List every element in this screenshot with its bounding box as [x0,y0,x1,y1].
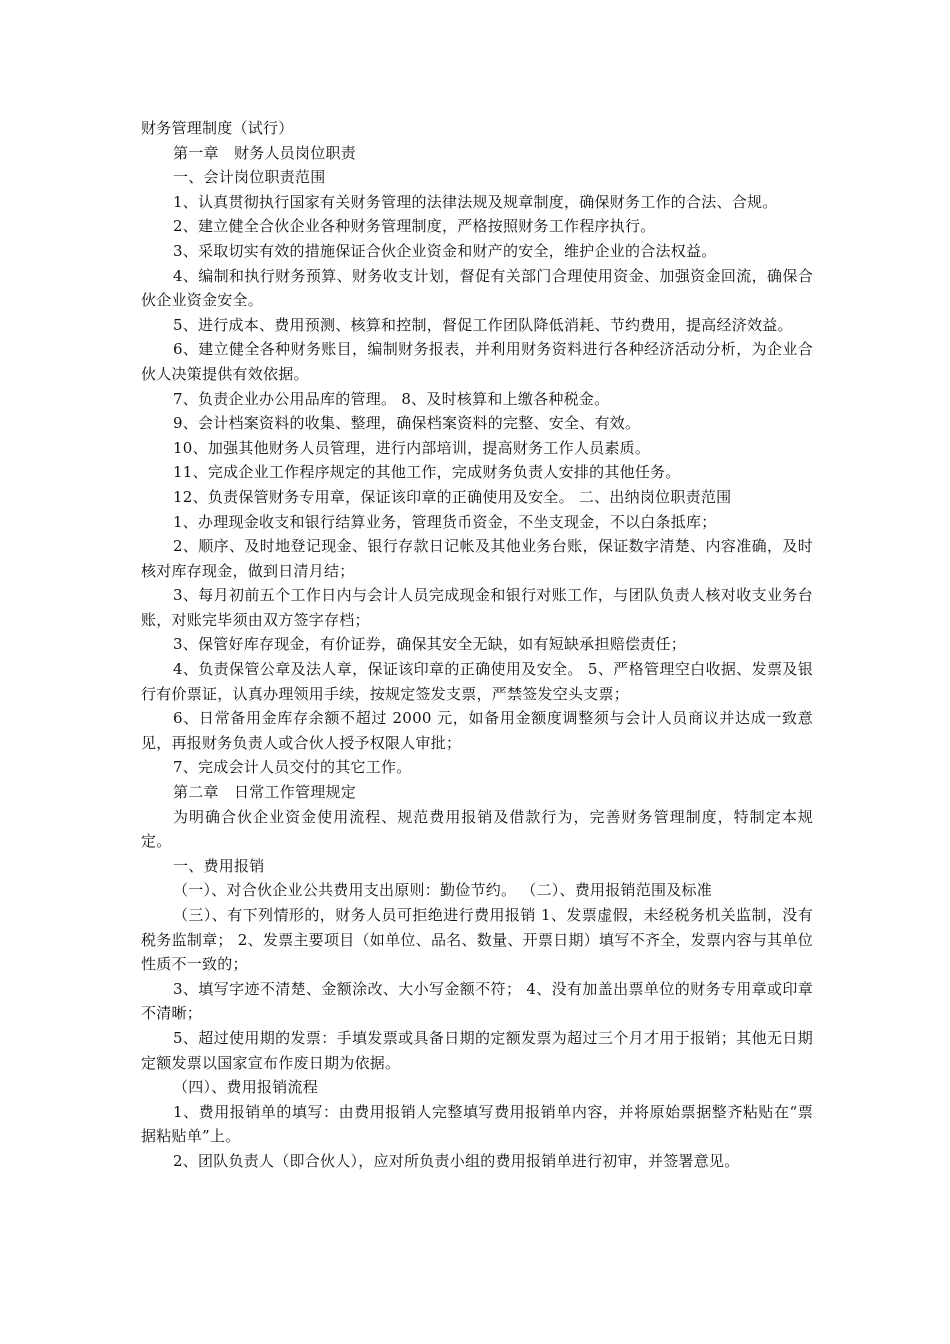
paragraph: 9、会计档案资料的收集、整理，确保档案资料的完整、安全、有效。 [173,414,641,433]
paragraph: 3、填写字迹不清楚、金额涂改、大小写金额不符； 4、没有加盖出票单位的财务专用章或印章不清晰； [141,979,813,1023]
paragraph: 7、完成会计人员交付的其它工作。 [173,758,412,777]
paragraph: 3、每月初前五个工作日内与会计人员完成现金和银行对账工作，与团队负责人核对收支业务台账，对账完毕须由双方签字存档； [141,586,813,629]
paragraph: 6、日常备用金库存余额不超过 2000 元，如备用金额度调整须与会计人员商议并达成一致意见，再报财务负责人或合伙人授予权限人审批； [141,709,813,752]
section-heading: 一、费用报销 [173,856,265,875]
paragraph: 10、加强其他财务人员管理，进行内部培训，提高财务工作人员素质。 [173,438,651,457]
paragraph: 6、建立健全各种财务账目，编制财务报表，并利用财务资料进行各种经济活动分析，为企业合伙人决策提供有效依据。 [141,340,813,383]
paragraph: 4、负责保管公章及法人章，保证该印章的正确使用及安全。 5、严格管理空白收据、发票及银行有价票证，认真办理领用手续，按规定签发支票，严禁签发空头支票； [141,660,813,703]
document-body [141,116,813,1174]
chapter-heading: 第二章 日常工作管理规定 [173,783,357,802]
paragraph: 7、负责企业办公用品库的管理。 8、及时核算和上缴各种税金。 [173,389,610,408]
paragraph: 12、负责保管财务专用章，保证该印章的正确使用及安全。 二、出纳岗位职责范围 [173,487,732,506]
paragraph: 3、保管好库存现金，有价证券，确保其安全无缺，如有短缺承担赔偿责任； [173,635,687,654]
paragraph: 5、超过使用期的发票：手填发票或具备日期的定额发票为超过三个月才用于报销；其他无日期定额发票以国家宣布作废日期为依据。 [141,1028,813,1072]
paragraph: 11、完成企业工作程序规定的其他工作，完成财务负责人安排的其他任务。 [173,463,681,482]
paragraph: 2、建立健全合伙企业各种财务管理制度，严格按照财务工作程序执行。 [173,217,656,236]
document-title: 财务管理制度（试行） [141,119,294,137]
paragraph: （一）、对合伙企业公共费用支出原则：勤俭节约。 （二）、费用报销范围及标准 [173,881,713,900]
paragraph: 5、进行成本、费用预测、核算和控制，督促工作团队降低消耗、节约费用，提高经济效益。 [173,315,793,334]
section-heading: 一、会计岗位职责范围 [173,168,326,187]
paragraph: 2、顺序、及时地登记现金、银行存款日记帐及其他业务台账，保证数字清楚、内容准确，及时核对库存现金，做到日清月结； [141,537,813,580]
paragraph: 3、采取切实有效的措施保证合伙企业资金和财产的安全，维护企业的合法权益。 [173,241,717,260]
paragraph: 1、认真贯彻执行国家有关财务管理的法律法规及规章制度，确保财务工作的合法、合规。 [173,192,778,211]
paragraph: 1、费用报销单的填写：由费用报销人完整填写费用报销单内容，并将原始票据整齐粘贴在“票据粘贴单”上。 [141,1102,813,1146]
paragraph: 为明确合伙企业资金使用流程、规范费用报销及借款行为，完善财务管理制度，特制定本规定。 [141,807,813,851]
paragraph: （三）、有下列情形的，财务人员可拒绝进行费用报销 1、发票虚假，未经税务机关监制，没有税务监制章； 2、发票主要项目（如单位、品名、数量、开票日期）填写不齐全，发票内容与其单位性质不一致的； [141,906,813,974]
paragraph: 4、编制和执行财务预算、财务收支计划，督促有关部门合理使用资金、加强资金回流，确保合伙企业资金安全。 [141,266,813,310]
chapter-heading: 第一章 财务人员岗位职责 [173,143,357,162]
paragraph: 1、办理现金收支和银行结算业务，管理货币资金，不坐支现金，不以白条抵库； [173,512,717,531]
paragraph: 2、团队负责人（即合伙人），应对所负责小组的费用报销单进行初审，并签署意见。 [173,1151,740,1170]
paragraph: （四）、费用报销流程 [173,1078,319,1097]
